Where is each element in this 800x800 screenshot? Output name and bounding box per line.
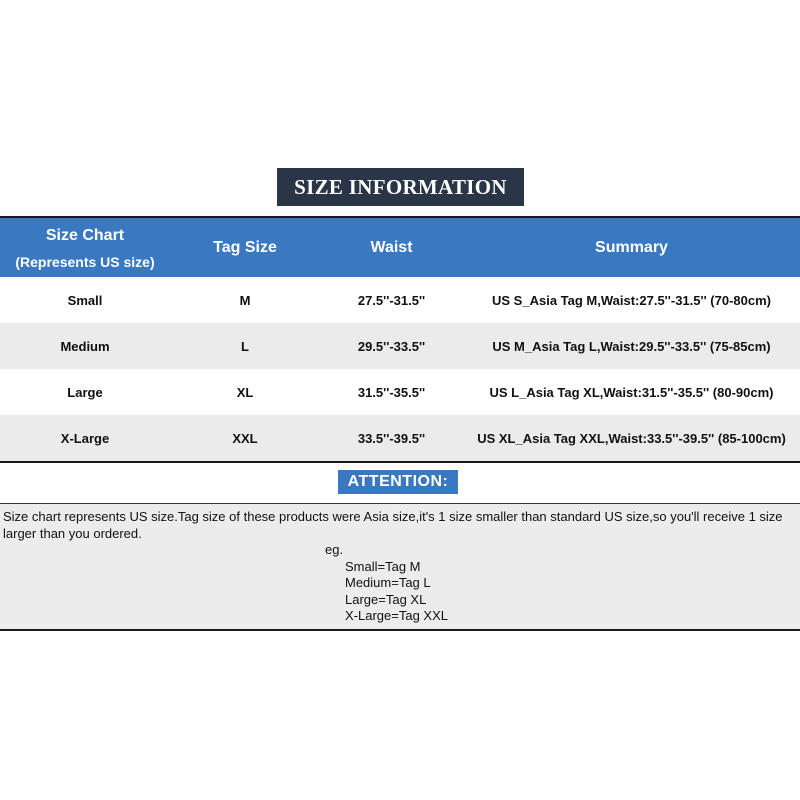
table-header-row <box>0 218 800 277</box>
cell-waist: 31.5''-35.5'' <box>357 384 426 400</box>
cell-waist: 33.5''-39.5'' <box>357 430 426 446</box>
cell-tag: XXL <box>232 430 258 446</box>
header-size-chart-label: Size Chart <box>45 226 125 244</box>
example-label: eg. <box>325 542 344 557</box>
attention-panel <box>0 503 800 631</box>
cell-waist: 27.5''-31.5'' <box>357 292 426 308</box>
cell-summary: US M_Asia Tag L,Waist:29.5''-33.5'' (75-85cm) <box>492 338 771 354</box>
cell-size: Small <box>67 292 103 308</box>
table-bottom-border <box>0 461 800 463</box>
page-title: SIZE INFORMATION <box>277 168 524 206</box>
list-item: Large=Tag XL <box>345 591 427 607</box>
cell-tag: M <box>239 292 251 308</box>
attention-label: ATTENTION: <box>338 470 458 494</box>
list-item: Small=Tag M <box>345 558 421 574</box>
header-summary: Summary <box>595 238 668 256</box>
list-item: X-Large=Tag XXL <box>345 608 448 623</box>
cell-tag: XL <box>236 384 254 400</box>
example-list <box>325 542 448 625</box>
cell-size: X-Large <box>60 430 110 446</box>
header-size-chart <box>0 218 170 277</box>
cell-summary: US L_Asia Tag XL,Waist:31.5''-35.5'' (80-90cm) <box>489 384 774 400</box>
cell-waist: 29.5''-33.5'' <box>357 338 426 354</box>
cell-size: Large <box>67 384 103 400</box>
header-tag-size: Tag Size <box>213 238 277 256</box>
cell-size: Medium <box>60 338 110 354</box>
cell-summary: US S_Asia Tag M,Waist:27.5''-31.5'' (70-80cm) <box>492 292 771 308</box>
list-item: Medium=Tag L <box>345 575 431 590</box>
header-size-chart-sublabel: (Represents US size) <box>15 253 155 270</box>
table-row <box>0 369 800 415</box>
table-row <box>0 415 800 461</box>
cell-tag: L <box>241 338 249 354</box>
table-row <box>0 277 800 323</box>
header-waist: Waist <box>370 238 413 256</box>
attention-text: Size chart represents US size.Tag size of these products were Asia size,it's 1 size smaller than standard US size,so you'll receive 1 size larger than you ordered. <box>3 509 783 541</box>
size-table <box>0 216 800 463</box>
cell-summary: US XL_Asia Tag XXL,Waist:33.5''-39.5'' (85-100cm) <box>477 430 786 446</box>
table-row <box>0 323 800 369</box>
